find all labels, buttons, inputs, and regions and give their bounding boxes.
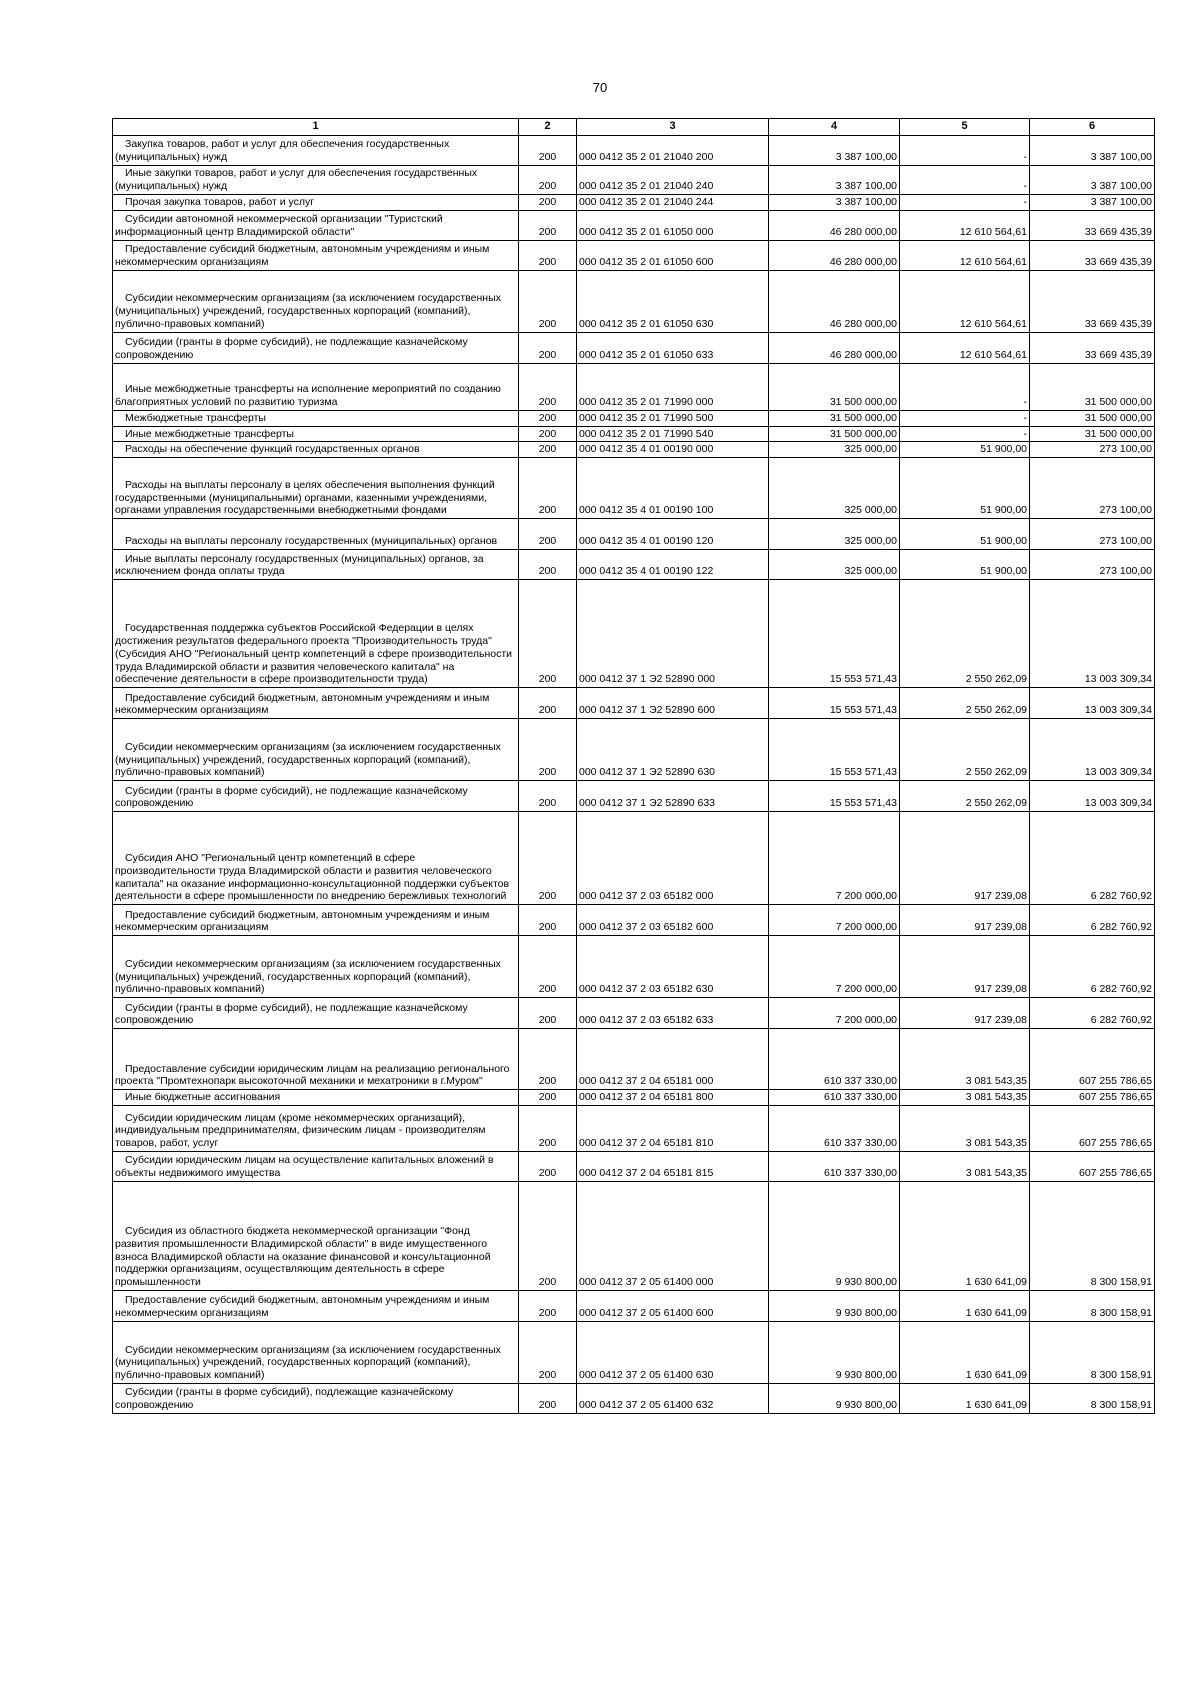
row-admin-code-cell: 200 — [519, 905, 577, 936]
table-row — [113, 905, 1155, 936]
row-name-cell: Предоставление субсидии юридическим лицам на реализацию регионального проекта "Промтехнопарк высокоточной механики и мехатроники в г.Муром" — [113, 1029, 519, 1090]
row-executed-amount-cell: 12 610 564,61 — [900, 240, 1030, 270]
row-executed-amount-cell: 51 900,00 — [900, 458, 1030, 519]
row-approved-amount-cell: 15 553 571,43 — [769, 719, 900, 781]
row-approved-amount-cell: 9 930 800,00 — [769, 1290, 900, 1321]
row-name-cell: Расходы на выплаты персоналу в целях обеспечения выполнения функций государственными (муниципальными) органами, казенными учреждениями, органами управления государственными внебюджетными фондами — [113, 458, 519, 519]
row-approved-amount-cell: 31 500 000,00 — [769, 426, 900, 442]
row-executed-amount-cell: 51 900,00 — [900, 550, 1030, 580]
row-remaining-amount-cell: 13 003 309,34 — [1030, 719, 1155, 781]
table-row — [113, 332, 1155, 363]
page-number: 70 — [592, 80, 608, 95]
row-remaining-amount-cell: 31 500 000,00 — [1030, 363, 1155, 410]
row-executed-amount-cell: 917 239,08 — [900, 905, 1030, 936]
row-remaining-amount-cell: 607 255 786,65 — [1030, 1090, 1155, 1106]
table-row — [113, 1029, 1155, 1090]
row-name-cell: Иные закупки товаров, работ и услуг для обеспечения государственных (муниципальных) нужд — [113, 166, 519, 195]
row-executed-amount-cell: - — [900, 136, 1030, 166]
row-remaining-amount-cell: 3 387 100,00 — [1030, 166, 1155, 195]
table-row — [113, 136, 1155, 166]
row-budget-code-cell: 000 0412 35 4 01 00190 122 — [577, 550, 769, 580]
row-admin-code-cell: 200 — [519, 166, 577, 195]
row-approved-amount-cell: 9 930 800,00 — [769, 1321, 900, 1383]
row-approved-amount-cell: 7 200 000,00 — [769, 905, 900, 936]
row-admin-code-cell: 200 — [519, 580, 577, 688]
row-remaining-amount-cell: 13 003 309,34 — [1030, 781, 1155, 812]
row-remaining-amount-cell: 33 669 435,39 — [1030, 270, 1155, 332]
row-admin-code-cell: 200 — [519, 458, 577, 519]
row-approved-amount-cell: 9 930 800,00 — [769, 1181, 900, 1290]
table-row — [113, 1290, 1155, 1321]
row-approved-amount-cell: 31 500 000,00 — [769, 363, 900, 410]
row-remaining-amount-cell: 3 387 100,00 — [1030, 136, 1155, 166]
table-row — [113, 998, 1155, 1029]
row-approved-amount-cell: 3 387 100,00 — [769, 136, 900, 166]
row-name-cell: Субсидии некоммерческим организациям (за исключением государственных (муниципальных) учреждений, государственных корпораций (компаний), публично-правовых компаний) — [113, 1321, 519, 1383]
row-budget-code-cell: 000 0412 35 4 01 00190 000 — [577, 442, 769, 458]
row-executed-amount-cell: 3 081 543,35 — [900, 1105, 1030, 1151]
row-name-cell: Субсидии (гранты в форме субсидий), не подлежащие казначейскому сопровождению — [113, 332, 519, 363]
row-name-cell: Иные межбюджетные трансферты на исполнение мероприятий по созданию благоприятных условий по развитию туризма — [113, 363, 519, 410]
table-row — [113, 195, 1155, 211]
row-admin-code-cell: 200 — [519, 519, 577, 550]
row-admin-code-cell: 200 — [519, 1383, 577, 1413]
row-executed-amount-cell: - — [900, 426, 1030, 442]
row-executed-amount-cell: 917 239,08 — [900, 812, 1030, 905]
row-budget-code-cell: 000 0412 37 2 04 65181 815 — [577, 1151, 769, 1181]
row-budget-code-cell: 000 0412 35 2 01 71990 000 — [577, 363, 769, 410]
table-row — [113, 519, 1155, 550]
row-remaining-amount-cell: 33 669 435,39 — [1030, 332, 1155, 363]
column-header-6: 6 — [1030, 119, 1155, 136]
table-row — [113, 1151, 1155, 1181]
row-budget-code-cell: 000 0412 37 2 03 65182 633 — [577, 998, 769, 1029]
row-admin-code-cell: 200 — [519, 1090, 577, 1106]
row-executed-amount-cell: 12 610 564,61 — [900, 332, 1030, 363]
row-name-cell: Межбюджетные трансферты — [113, 410, 519, 426]
row-approved-amount-cell: 610 337 330,00 — [769, 1029, 900, 1090]
row-remaining-amount-cell: 273 100,00 — [1030, 519, 1155, 550]
row-admin-code-cell: 200 — [519, 1029, 577, 1090]
row-executed-amount-cell: 2 550 262,09 — [900, 719, 1030, 781]
row-executed-amount-cell: 3 081 543,35 — [900, 1090, 1030, 1106]
row-admin-code-cell: 200 — [519, 550, 577, 580]
row-approved-amount-cell: 3 387 100,00 — [769, 195, 900, 211]
row-admin-code-cell: 200 — [519, 1321, 577, 1383]
table-row — [113, 1090, 1155, 1106]
row-executed-amount-cell: - — [900, 410, 1030, 426]
row-name-cell: Иные межбюджетные трансферты — [113, 426, 519, 442]
row-approved-amount-cell: 46 280 000,00 — [769, 210, 900, 240]
row-remaining-amount-cell: 6 282 760,92 — [1030, 936, 1155, 998]
row-approved-amount-cell: 7 200 000,00 — [769, 812, 900, 905]
row-executed-amount-cell: 51 900,00 — [900, 519, 1030, 550]
row-name-cell: Субсидия из областного бюджета некоммерческой организации "Фонд развития промышленности Владимирской области" в виде имущественного взноса Владимирской области на оказание финансовой и консультационной поддержки организациям, осуществляющим деятельность в сфере промышленности — [113, 1181, 519, 1290]
table-row — [113, 166, 1155, 195]
row-remaining-amount-cell: 607 255 786,65 — [1030, 1105, 1155, 1151]
row-remaining-amount-cell: 13 003 309,34 — [1030, 688, 1155, 719]
row-approved-amount-cell: 325 000,00 — [769, 550, 900, 580]
row-budget-code-cell: 000 0412 35 2 01 21040 200 — [577, 136, 769, 166]
table-row — [113, 240, 1155, 270]
row-admin-code-cell: 200 — [519, 442, 577, 458]
row-admin-code-cell: 200 — [519, 1105, 577, 1151]
row-name-cell: Субсидия АНО "Региональный центр компетенций в сфере производительности труда Владимирской области и развития человеческого капитала" на оказание информационно-консультационной поддержки субъектов деятельности в сфере промышленности по внедрению бережливых технологий — [113, 812, 519, 905]
row-admin-code-cell: 200 — [519, 688, 577, 719]
row-name-cell: Предоставление субсидий бюджетным, автономным учреждениям и иным некоммерческим организациям — [113, 1290, 519, 1321]
row-remaining-amount-cell: 6 282 760,92 — [1030, 905, 1155, 936]
row-approved-amount-cell: 610 337 330,00 — [769, 1105, 900, 1151]
row-executed-amount-cell: 1 630 641,09 — [900, 1181, 1030, 1290]
row-executed-amount-cell: - — [900, 195, 1030, 211]
row-approved-amount-cell: 610 337 330,00 — [769, 1151, 900, 1181]
row-executed-amount-cell: 917 239,08 — [900, 936, 1030, 998]
row-name-cell: Субсидии автономной некоммерческой организации "Туристский информационный центр Владимирской области" — [113, 210, 519, 240]
row-remaining-amount-cell: 8 300 158,91 — [1030, 1181, 1155, 1290]
row-executed-amount-cell: 1 630 641,09 — [900, 1290, 1030, 1321]
row-budget-code-cell: 000 0412 35 2 01 61050 633 — [577, 332, 769, 363]
row-approved-amount-cell: 325 000,00 — [769, 442, 900, 458]
row-approved-amount-cell: 325 000,00 — [769, 519, 900, 550]
row-budget-code-cell: 000 0412 37 2 03 65182 000 — [577, 812, 769, 905]
row-executed-amount-cell: 1 630 641,09 — [900, 1321, 1030, 1383]
row-budget-code-cell: 000 0412 37 2 04 65181 810 — [577, 1105, 769, 1151]
row-admin-code-cell: 200 — [519, 719, 577, 781]
row-budget-code-cell: 000 0412 37 1 Э2 52890 600 — [577, 688, 769, 719]
row-approved-amount-cell: 325 000,00 — [769, 458, 900, 519]
row-name-cell: Субсидии некоммерческим организациям (за исключением государственных (муниципальных) учреждений, государственных корпораций (компаний), публично-правовых компаний) — [113, 270, 519, 332]
row-budget-code-cell: 000 0412 37 2 05 61400 632 — [577, 1383, 769, 1413]
row-approved-amount-cell: 15 553 571,43 — [769, 781, 900, 812]
row-executed-amount-cell: - — [900, 363, 1030, 410]
table-row — [113, 936, 1155, 998]
row-remaining-amount-cell: 6 282 760,92 — [1030, 998, 1155, 1029]
row-name-cell: Предоставление субсидий бюджетным, автономным учреждениям и иным некоммерческим организациям — [113, 905, 519, 936]
row-budget-code-cell: 000 0412 35 2 01 61050 600 — [577, 240, 769, 270]
row-approved-amount-cell: 46 280 000,00 — [769, 332, 900, 363]
table-row — [113, 550, 1155, 580]
row-approved-amount-cell: 7 200 000,00 — [769, 998, 900, 1029]
row-name-cell: Предоставление субсидий бюджетным, автономным учреждениям и иным некоммерческим организациям — [113, 688, 519, 719]
table-row — [113, 688, 1155, 719]
table-row — [113, 1181, 1155, 1290]
row-admin-code-cell: 200 — [519, 1290, 577, 1321]
row-name-cell: Расходы на выплаты персоналу государственных (муниципальных) органов — [113, 519, 519, 550]
row-budget-code-cell: 000 0412 35 2 01 21040 240 — [577, 166, 769, 195]
row-budget-code-cell: 000 0412 35 2 01 21040 244 — [577, 195, 769, 211]
row-admin-code-cell: 200 — [519, 781, 577, 812]
row-budget-code-cell: 000 0412 35 4 01 00190 120 — [577, 519, 769, 550]
row-admin-code-cell: 200 — [519, 136, 577, 166]
row-name-cell: Субсидии некоммерческим организациям (за исключением государственных (муниципальных) учреждений, государственных корпораций (компаний), публично-правовых компаний) — [113, 936, 519, 998]
row-name-cell: Государственная поддержка субъектов Российской Федерации в целях достижения результатов федерального проекта "Производительность труда" (Субсидия АНО "Региональный центр компетенций в сфере производительности труда Владимирской области и развития человеческого капитала" на обеспечение деятельности в сфере производительности труда) — [113, 580, 519, 688]
row-name-cell: Субсидии юридическим лицам на осуществление капитальных вложений в объекты недвижимого имущества — [113, 1151, 519, 1181]
row-remaining-amount-cell: 8 300 158,91 — [1030, 1290, 1155, 1321]
row-admin-code-cell: 200 — [519, 426, 577, 442]
row-remaining-amount-cell: 6 282 760,92 — [1030, 812, 1155, 905]
row-remaining-amount-cell: 607 255 786,65 — [1030, 1029, 1155, 1090]
column-header-4: 4 — [769, 119, 900, 136]
row-budget-code-cell: 000 0412 37 2 03 65182 600 — [577, 905, 769, 936]
table-row — [113, 363, 1155, 410]
table-row — [113, 426, 1155, 442]
row-admin-code-cell: 200 — [519, 812, 577, 905]
row-executed-amount-cell: 2 550 262,09 — [900, 781, 1030, 812]
table-row — [113, 458, 1155, 519]
row-approved-amount-cell: 7 200 000,00 — [769, 936, 900, 998]
row-approved-amount-cell: 46 280 000,00 — [769, 240, 900, 270]
table-row — [113, 210, 1155, 240]
table-row — [113, 719, 1155, 781]
table-row — [113, 410, 1155, 426]
table-body — [113, 136, 1155, 1414]
row-budget-code-cell: 000 0412 37 2 05 61400 000 — [577, 1181, 769, 1290]
table-row — [113, 1383, 1155, 1413]
row-budget-code-cell: 000 0412 37 2 05 61400 600 — [577, 1290, 769, 1321]
row-approved-amount-cell: 15 553 571,43 — [769, 688, 900, 719]
row-budget-code-cell: 000 0412 37 1 Э2 52890 633 — [577, 781, 769, 812]
row-admin-code-cell: 200 — [519, 240, 577, 270]
table-row — [113, 270, 1155, 332]
column-header-5: 5 — [900, 119, 1030, 136]
row-approved-amount-cell: 3 387 100,00 — [769, 166, 900, 195]
table-row — [113, 1321, 1155, 1383]
row-remaining-amount-cell: 31 500 000,00 — [1030, 426, 1155, 442]
row-approved-amount-cell: 610 337 330,00 — [769, 1090, 900, 1106]
row-name-cell: Субсидии (гранты в форме субсидий), не подлежащие казначейскому сопровождению — [113, 998, 519, 1029]
row-admin-code-cell: 200 — [519, 332, 577, 363]
table-row — [113, 812, 1155, 905]
row-name-cell: Иные выплаты персоналу государственных (муниципальных) органов, за исключением фонда оплаты труда — [113, 550, 519, 580]
row-budget-code-cell: 000 0412 35 2 01 71990 500 — [577, 410, 769, 426]
row-budget-code-cell: 000 0412 37 2 03 65182 630 — [577, 936, 769, 998]
row-remaining-amount-cell: 273 100,00 — [1030, 550, 1155, 580]
row-remaining-amount-cell: 8 300 158,91 — [1030, 1321, 1155, 1383]
table-row — [113, 781, 1155, 812]
row-remaining-amount-cell: 8 300 158,91 — [1030, 1383, 1155, 1413]
row-budget-code-cell: 000 0412 35 2 01 61050 630 — [577, 270, 769, 332]
row-admin-code-cell: 200 — [519, 363, 577, 410]
row-executed-amount-cell: 3 081 543,35 — [900, 1151, 1030, 1181]
row-executed-amount-cell: 12 610 564,61 — [900, 210, 1030, 240]
row-executed-amount-cell: 917 239,08 — [900, 998, 1030, 1029]
column-header-2: 2 — [519, 119, 577, 136]
row-approved-amount-cell: 31 500 000,00 — [769, 410, 900, 426]
row-executed-amount-cell: 12 610 564,61 — [900, 270, 1030, 332]
row-remaining-amount-cell: 273 100,00 — [1030, 458, 1155, 519]
row-name-cell: Иные бюджетные ассигнования — [113, 1090, 519, 1106]
column-header-1: 1 — [113, 119, 519, 136]
table-row — [113, 1105, 1155, 1151]
row-name-cell: Прочая закупка товаров, работ и услуг — [113, 195, 519, 211]
row-name-cell: Расходы на обеспечение функций государственных органов — [113, 442, 519, 458]
row-approved-amount-cell: 15 553 571,43 — [769, 580, 900, 688]
row-admin-code-cell: 200 — [519, 1181, 577, 1290]
row-budget-code-cell: 000 0412 35 2 01 61050 000 — [577, 210, 769, 240]
row-executed-amount-cell: - — [900, 166, 1030, 195]
row-name-cell: Субсидии юридическим лицам (кроме некоммерческих организаций), индивидуальным предпринимателям, физическим лицам - производителям товаров, работ, услуг — [113, 1105, 519, 1151]
row-budget-code-cell: 000 0412 37 2 04 65181 800 — [577, 1090, 769, 1106]
row-budget-code-cell: 000 0412 37 1 Э2 52890 000 — [577, 580, 769, 688]
row-remaining-amount-cell: 3 387 100,00 — [1030, 195, 1155, 211]
row-name-cell: Закупка товаров, работ и услуг для обеспечения государственных (муниципальных) нужд — [113, 136, 519, 166]
budget-execution-table — [112, 118, 1155, 1414]
row-executed-amount-cell: 3 081 543,35 — [900, 1029, 1030, 1090]
row-name-cell: Субсидии (гранты в форме субсидий), подлежащие казначейскому сопровождению — [113, 1383, 519, 1413]
row-remaining-amount-cell: 13 003 309,34 — [1030, 580, 1155, 688]
row-approved-amount-cell: 9 930 800,00 — [769, 1383, 900, 1413]
row-executed-amount-cell: 51 900,00 — [900, 442, 1030, 458]
row-admin-code-cell: 200 — [519, 210, 577, 240]
row-executed-amount-cell: 2 550 262,09 — [900, 580, 1030, 688]
row-executed-amount-cell: 1 630 641,09 — [900, 1383, 1030, 1413]
row-remaining-amount-cell: 607 255 786,65 — [1030, 1151, 1155, 1181]
row-name-cell: Предоставление субсидий бюджетным, автономным учреждениям и иным некоммерческим организациям — [113, 240, 519, 270]
table-row — [113, 442, 1155, 458]
column-header-3: 3 — [577, 119, 769, 136]
row-admin-code-cell: 200 — [519, 936, 577, 998]
row-budget-code-cell: 000 0412 35 4 01 00190 100 — [577, 458, 769, 519]
row-remaining-amount-cell: 33 669 435,39 — [1030, 210, 1155, 240]
row-admin-code-cell: 200 — [519, 1151, 577, 1181]
row-budget-code-cell: 000 0412 37 2 04 65181 000 — [577, 1029, 769, 1090]
row-approved-amount-cell: 46 280 000,00 — [769, 270, 900, 332]
row-executed-amount-cell: 2 550 262,09 — [900, 688, 1030, 719]
row-remaining-amount-cell: 273 100,00 — [1030, 442, 1155, 458]
row-admin-code-cell: 200 — [519, 410, 577, 426]
row-budget-code-cell: 000 0412 35 2 01 71990 540 — [577, 426, 769, 442]
table-row — [113, 580, 1155, 688]
row-admin-code-cell: 200 — [519, 270, 577, 332]
row-remaining-amount-cell: 31 500 000,00 — [1030, 410, 1155, 426]
row-budget-code-cell: 000 0412 37 1 Э2 52890 630 — [577, 719, 769, 781]
row-admin-code-cell: 200 — [519, 998, 577, 1029]
row-admin-code-cell: 200 — [519, 195, 577, 211]
row-remaining-amount-cell: 33 669 435,39 — [1030, 240, 1155, 270]
row-budget-code-cell: 000 0412 37 2 05 61400 630 — [577, 1321, 769, 1383]
row-name-cell: Субсидии (гранты в форме субсидий), не подлежащие казначейскому сопровождению — [113, 781, 519, 812]
row-name-cell: Субсидии некоммерческим организациям (за исключением государственных (муниципальных) учреждений, государственных корпораций (компаний), публично-правовых компаний) — [113, 719, 519, 781]
table-header-row — [113, 119, 1155, 136]
